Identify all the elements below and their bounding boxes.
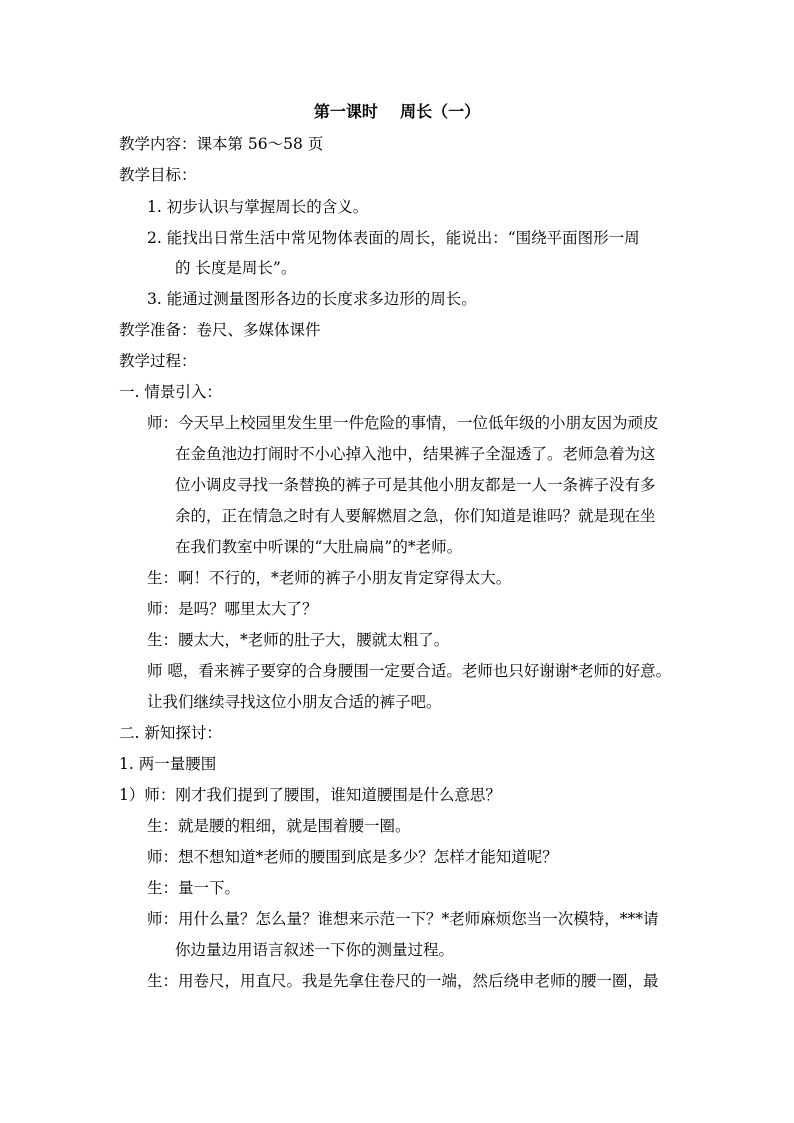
paragraph-line: 1）师：刚才我们提到了腰围，谁知道腰围是什么意思？ [119, 786, 501, 804]
paragraph-line: 师：想不想知道*老师的腰围到底是多少？怎样才能知道呢？ [147, 848, 558, 866]
paragraph-line: 余的，正在情急之时有人要解燃眉之急，你们知道是谁吗？就是现在坐 [175, 507, 656, 525]
section-1-heading: 一. 情景引入： [119, 383, 222, 401]
paragraph-line: 生：用卷尺，用直尺。我是先拿住卷尺的一端，然后绕申老师的腰一圈，最 [147, 972, 659, 990]
paragraph-line: 生：啊！不行的，*老师的裤子小朋友肯定穿得太大。 [147, 569, 512, 587]
prep-line: 教学准备：卷尺、多媒体课件 [119, 321, 321, 339]
goal-2-line-2: 的 长度是周长”。 [175, 259, 297, 277]
paragraph-line: 在我们教室中听课的“大肚扁扁”的*老师。 [175, 538, 463, 556]
paragraph-line: 师：用什么量？怎么量？谁想来示范一下？*老师麻烦您当一次模特，***请 [147, 910, 659, 928]
paragraph-line: 生：就是腰的粗细，就是围着腰一圈。 [147, 817, 411, 835]
paragraph-line: 位小调皮寻找一条替换的裤子可是其他小朋友都是一人一条裤子没有多 [175, 476, 656, 494]
goal-2-line-1: 2. 能找出日常生活中常见物体表面的周长，能说出：“围绕平面图形一周 [147, 229, 640, 247]
paragraph-line: 生：量一下。 [147, 879, 241, 897]
paragraph-line: 师 嗯，看来裤子要穿的合身腰围一定要合适。老师也只好谢谢*老师的好意。 [147, 662, 672, 680]
process-heading: 教学过程： [119, 352, 197, 370]
content-line: 教学内容：课本第 56～58 页 [119, 135, 324, 153]
section-2-sub-heading: 1. 两一量腰围 [119, 755, 217, 773]
paragraph-line: 让我们继续寻找这位小朋友合适的裤子吧。 [147, 693, 442, 711]
paragraph-line: 生：腰太大，*老师的肚子大，腰就太粗了。 [147, 631, 450, 649]
paragraph-line: 你边量边用语言叙述一下你的测量过程。 [175, 941, 455, 959]
goal-3: 3. 能通过测量图形各边的长度求多边形的周长。 [147, 290, 477, 308]
lesson-title: 第一课时 周长（一） [313, 102, 481, 121]
section-2-heading: 二. 新知探讨： [119, 724, 222, 742]
goals-heading: 教学目标： [119, 166, 197, 184]
paragraph-line: 师：是吗？哪里太大了？ [147, 600, 318, 618]
paragraph-line: 师：今天早上校园里发生里一件危险的事情，一位低年级的小朋友因为顽皮 [147, 414, 659, 432]
paragraph-line: 在金鱼池边打闹时不小心掉入池中，结果裤子全湿透了。老师急着为这 [175, 445, 656, 463]
goal-1: 1. 初步认识与掌握周长的含义。 [147, 198, 369, 216]
